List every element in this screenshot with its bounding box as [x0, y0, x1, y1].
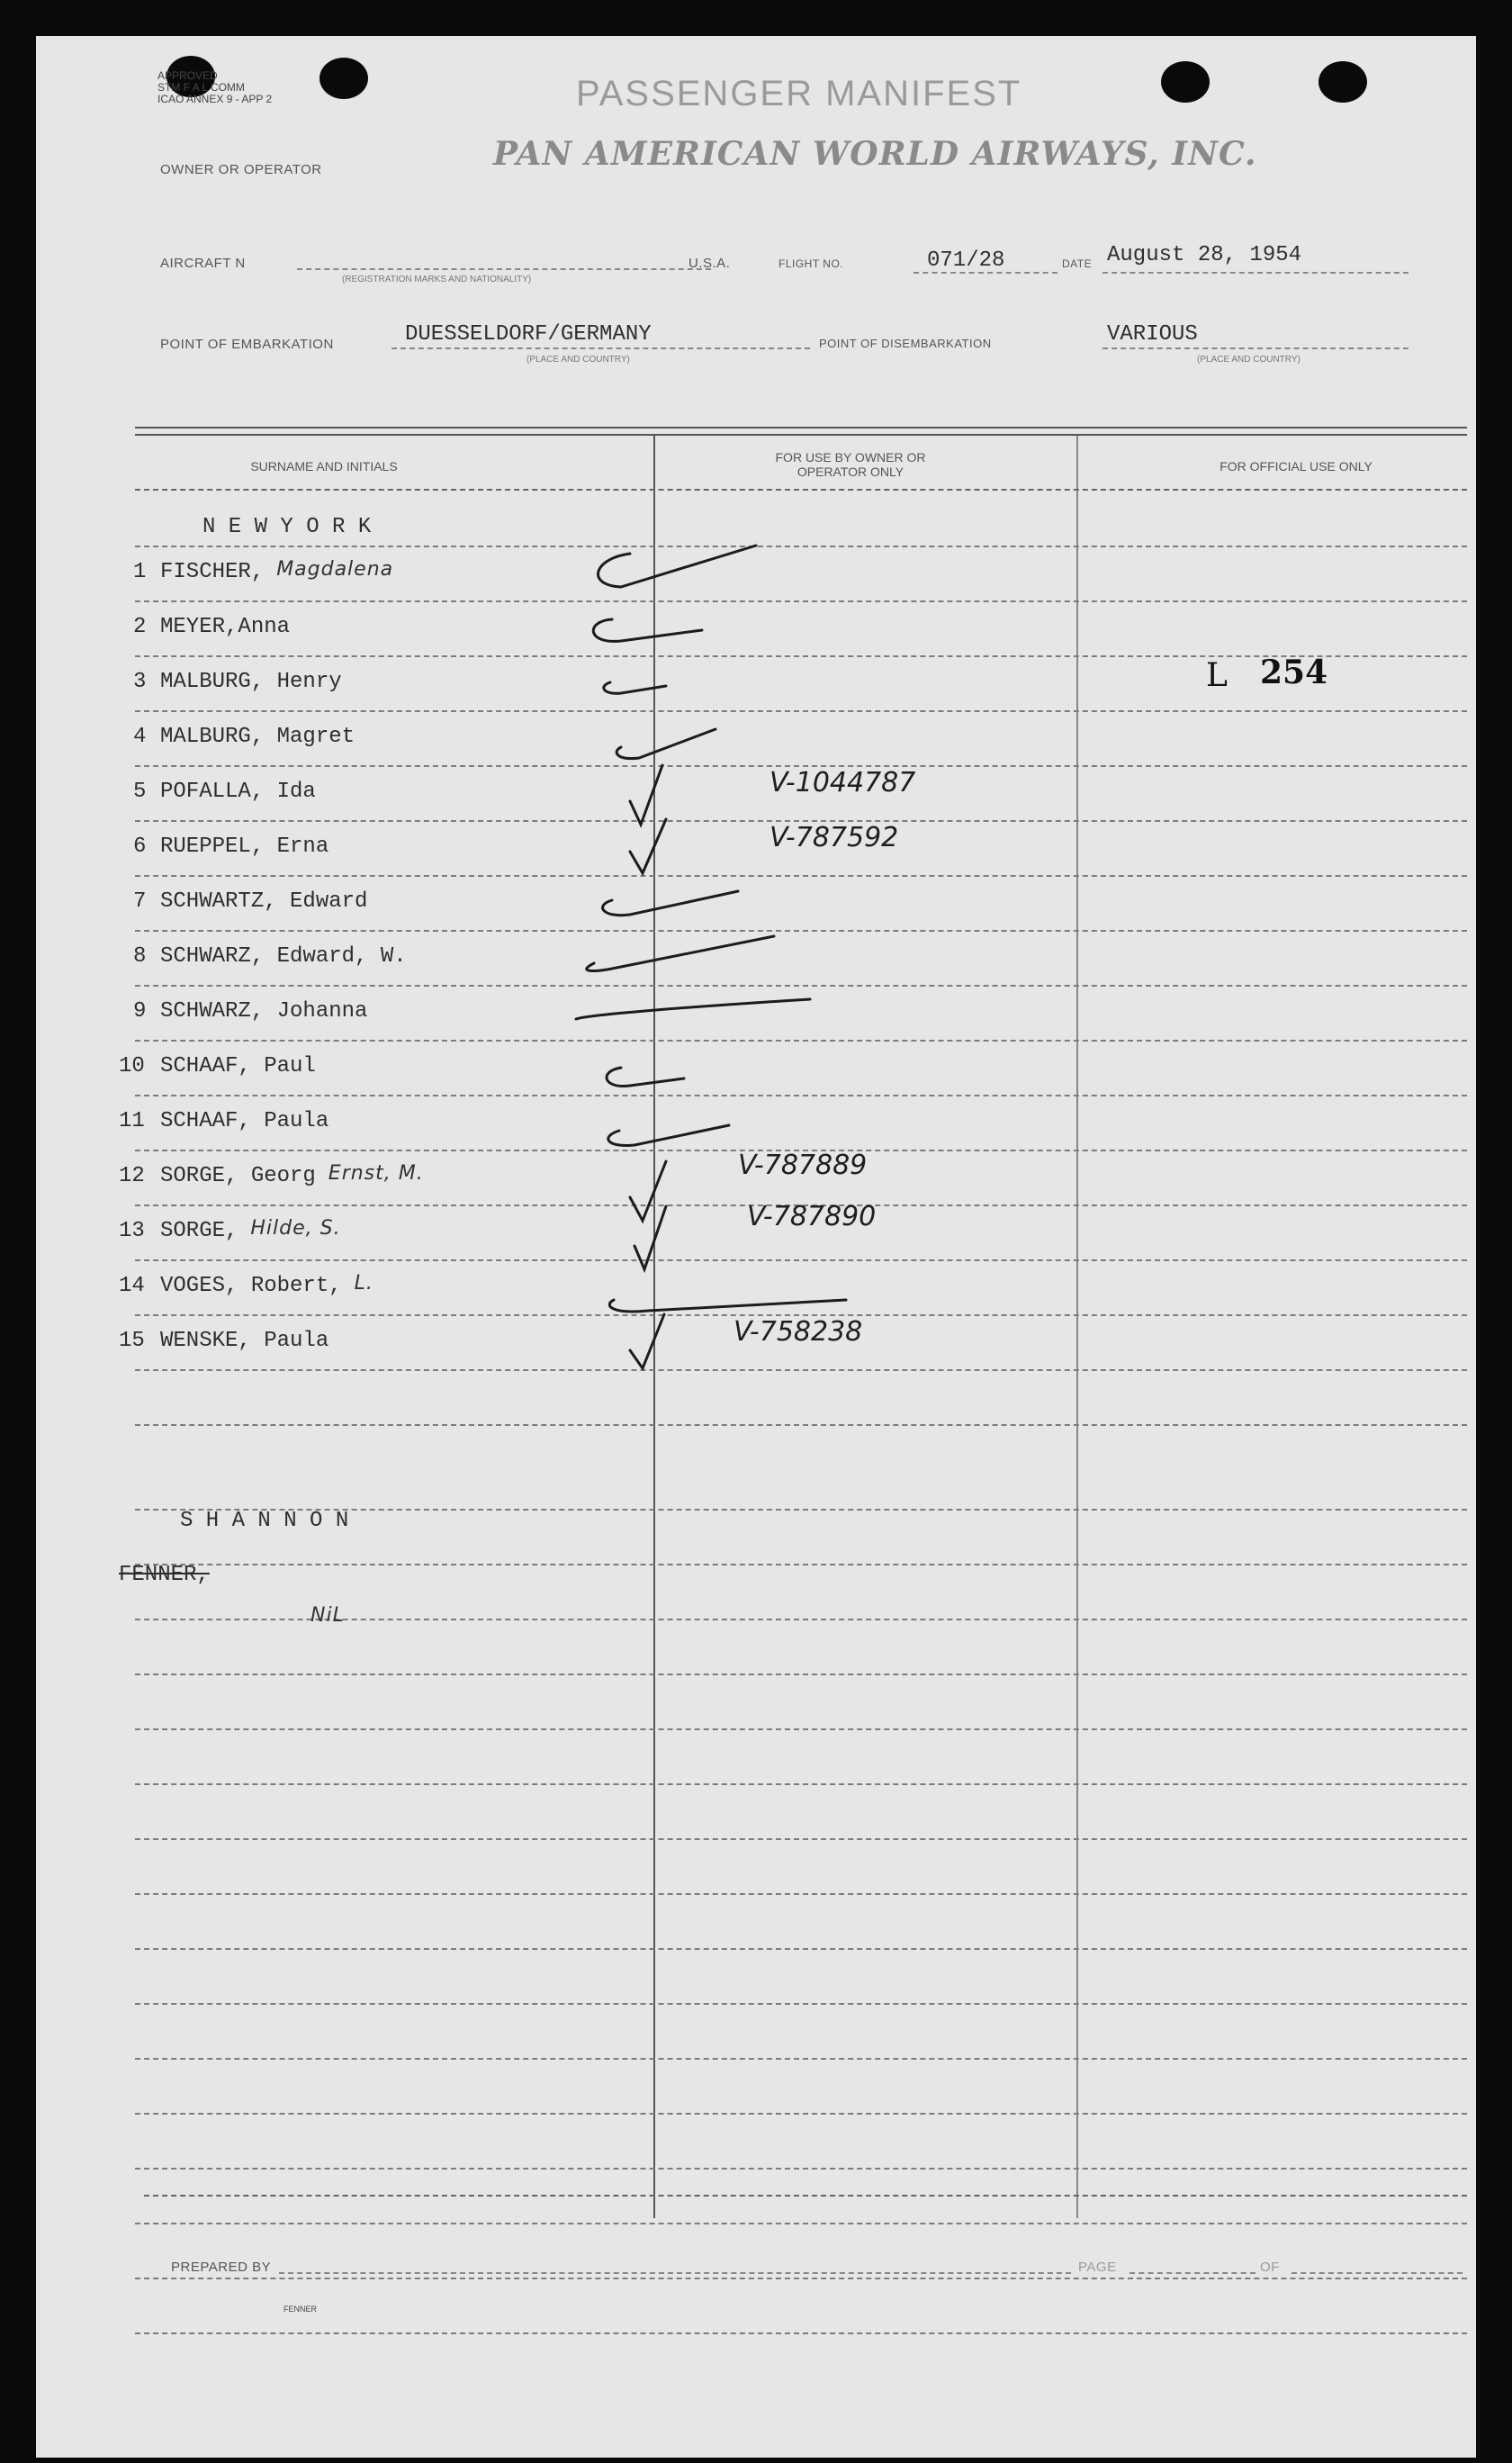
- shannon-struck-text: FENNER,: [119, 1563, 210, 1587]
- passenger-name: RUEPPEL, Erna: [160, 835, 329, 859]
- prepared-stamp: FENNER: [284, 2305, 318, 2314]
- visa-number: V-787890: [747, 1201, 877, 1232]
- passenger-name: SORGE, Georg: [160, 1164, 316, 1188]
- owner-value: PAN AMERICAN WORLD AIRWAYS, INC.: [493, 135, 1257, 173]
- passenger-number: 8: [133, 944, 147, 969]
- check-mark: [630, 765, 662, 825]
- stamp-line: STM F A L COMM: [158, 81, 245, 94]
- aircraft-label: AIRCRAFT N: [160, 256, 246, 271]
- official-mark: L: [1206, 657, 1228, 694]
- shannon-handwritten-nil: NiL: [310, 1604, 345, 1627]
- disembarkation-label: POINT OF DISEMBARKATION: [819, 337, 992, 350]
- date-value: August 28, 1954: [1107, 243, 1302, 267]
- page-label: PAGE: [1078, 2260, 1117, 2275]
- check-mark: [609, 1300, 846, 1312]
- passenger-handwritten-name: Hilde, S.: [250, 1217, 341, 1240]
- col-owner-header: FOR USE BY OWNER OR OPERATOR ONLY: [775, 450, 926, 479]
- registration-caption: (REGISTRATION MARKS AND NATIONALITY): [342, 275, 532, 284]
- visa-number: V-787592: [770, 822, 899, 853]
- passenger-name: MALBURG, Magret: [160, 725, 356, 749]
- passenger-name: WENSKE, Paula: [160, 1329, 329, 1353]
- embarkation-value: DUESSELDORF/GERMANY: [405, 322, 652, 347]
- check-mark: [607, 1068, 684, 1087]
- visa-number: V-1044787: [770, 767, 916, 798]
- check-mark: [587, 936, 774, 970]
- manifest-sheet: [36, 36, 1476, 2458]
- stamp-line: ICAO ANNEX 9 - APP 2: [158, 93, 273, 105]
- passenger-name: MEYER,Anna: [160, 615, 291, 639]
- footer-rule: [144, 2195, 1467, 2197]
- passenger-number: 14: [119, 1274, 145, 1298]
- place-caption: (PLACE AND COUNTRY): [526, 355, 630, 365]
- check-mark: [576, 999, 810, 1019]
- owner-label: OWNER OR OPERATOR: [160, 162, 322, 177]
- passenger-handwritten-name: L.: [354, 1272, 374, 1295]
- visa-number: V-787889: [738, 1150, 868, 1181]
- passenger-number: 13: [119, 1219, 145, 1243]
- passenger-handwritten-name: Ernst, M.: [328, 1162, 424, 1185]
- passenger-number: 2: [133, 615, 147, 639]
- col-official-header: FOR OFFICIAL USE ONLY: [1220, 459, 1372, 474]
- date-label: DATE: [1062, 257, 1093, 270]
- passenger-number: 4: [133, 725, 147, 749]
- passenger-number: 3: [133, 670, 147, 694]
- check-mark: [630, 1161, 666, 1221]
- prepared-by-line: [279, 2272, 1071, 2274]
- passenger-number: 5: [133, 780, 147, 804]
- check-mark: [593, 619, 702, 641]
- passenger-name: SCHWARZ, Edward, W.: [160, 944, 407, 969]
- passenger-name: FISCHER,: [160, 560, 265, 584]
- passenger-number: 12: [119, 1164, 145, 1188]
- passenger-number: 7: [133, 889, 147, 914]
- passenger-name: SCHWARZ, Johanna: [160, 999, 368, 1024]
- passenger-name: SCHAAF, Paula: [160, 1109, 329, 1133]
- check-mark: [598, 546, 756, 587]
- prepared-by-label: PREPARED BY: [171, 2260, 272, 2275]
- passenger-number: 11: [119, 1109, 145, 1133]
- official-number: 254: [1260, 654, 1328, 691]
- of-label: OF: [1260, 2260, 1280, 2275]
- passenger-number: 1: [133, 560, 147, 584]
- check-mark: [630, 819, 666, 873]
- check-mark: [608, 1125, 729, 1145]
- embarkation-label: POINT OF EMBARKATION: [160, 337, 334, 352]
- passenger-name: POFALLA, Ida: [160, 780, 316, 804]
- passenger-number: 15: [119, 1329, 145, 1353]
- passenger-name: SCHAAF, Paul: [160, 1054, 316, 1078]
- passenger-number: 9: [133, 999, 147, 1024]
- passenger-name: SCHWARTZ, Edward: [160, 889, 368, 914]
- page-line: [1130, 2272, 1256, 2274]
- section-shannon: S H A N N O N: [180, 1509, 349, 1533]
- passenger-handwritten-name: Magdalena: [276, 558, 394, 581]
- flight-value: 071/28: [927, 248, 1005, 273]
- page-title: PASSENGER MANIFEST: [576, 74, 1022, 113]
- flight-label: FLIGHT NO.: [778, 257, 844, 270]
- of-line: [1292, 2272, 1462, 2274]
- stamp-line: APPROVED: [158, 69, 218, 82]
- col-surname-header: SURNAME AND INITIALS: [250, 459, 398, 474]
- passenger-name: MALBURG, Henry: [160, 670, 342, 694]
- disembarkation-value: VARIOUS: [1107, 322, 1198, 347]
- passenger-number: 6: [133, 835, 147, 859]
- passenger-name: SORGE,: [160, 1219, 238, 1243]
- section-new-york: N E W Y O R K: [202, 515, 372, 539]
- place-caption-2: (PLACE AND COUNTRY): [1197, 355, 1300, 365]
- passenger-name: VOGES, Robert,: [160, 1274, 342, 1298]
- passenger-number: 10: [119, 1054, 145, 1078]
- check-marks: [36, 36, 1476, 2458]
- check-mark: [616, 729, 716, 759]
- check-mark: [604, 682, 666, 693]
- visa-number: V-758238: [734, 1316, 863, 1348]
- usa-label: U.S.A.: [688, 256, 731, 271]
- check-mark: [603, 891, 738, 916]
- check-mark: [630, 1314, 664, 1368]
